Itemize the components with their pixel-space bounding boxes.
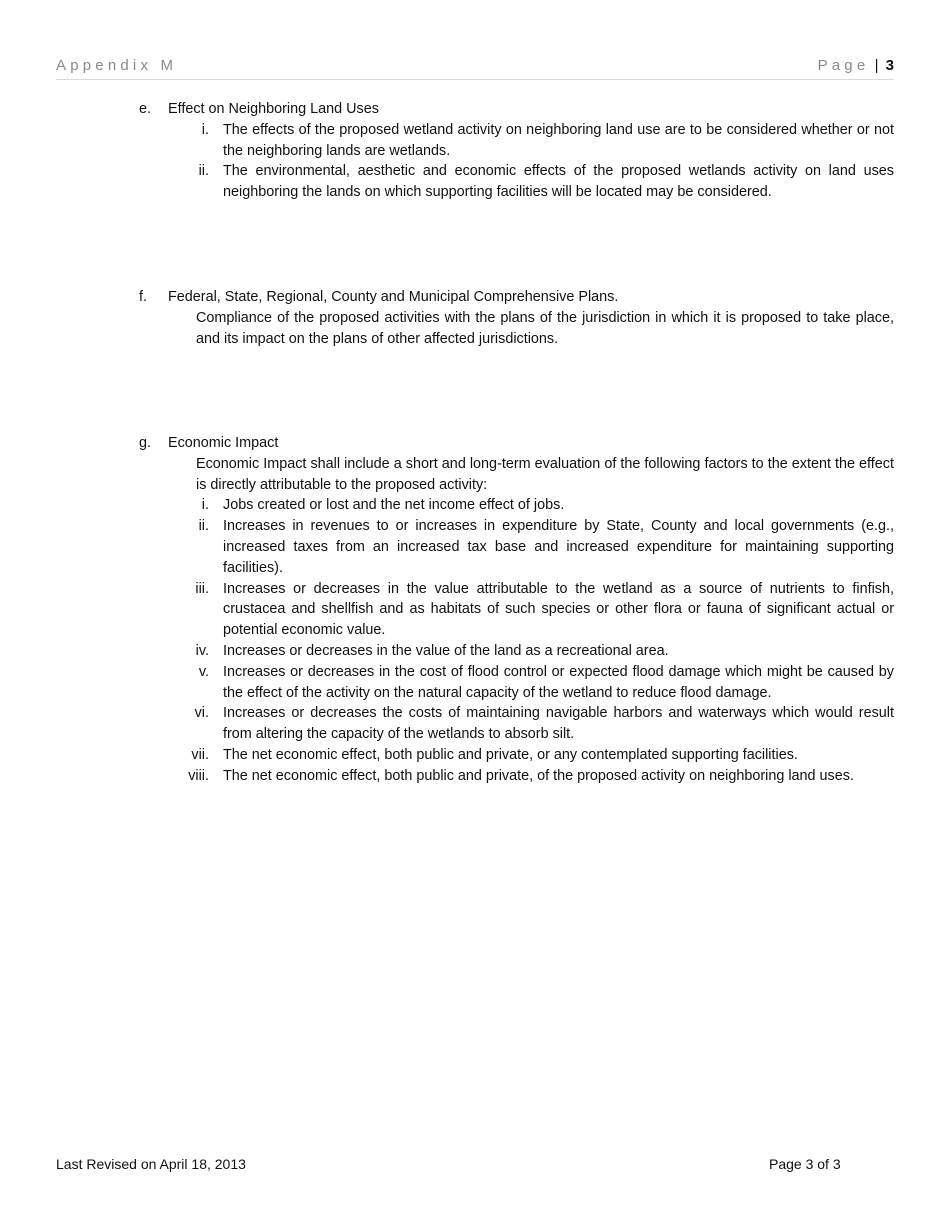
header-separator: | — [874, 57, 879, 74]
list-item-text: The environmental, aesthetic and economic effects of the proposed wetlands activity on land uses neighboring the lands on which supporting facilities will be located may be considered. — [223, 163, 894, 201]
section-g-heading — [139, 433, 894, 454]
section-e — [139, 99, 894, 203]
list-item — [139, 662, 894, 704]
list-item-text: Increases or decreases the costs of maintaining navigable harbors and waterways which would result from altering the capacity of the wetlands to absorb silt. — [223, 705, 894, 743]
section-g-list — [139, 495, 894, 786]
list-item — [139, 745, 894, 766]
list-item-number: ii. — [198, 163, 209, 180]
list-item-number: ii. — [198, 518, 209, 535]
footer-page-count: Page 3 of 3 — [769, 1156, 841, 1172]
list-item — [139, 766, 894, 787]
header-page-word: Page — [817, 57, 870, 74]
section-f-paragraph: Compliance of the proposed activities with the plans of the jurisdiction in which it is proposed to take place, and its impact on the plans of other affected jurisdictions. — [196, 309, 894, 347]
section-f-heading — [139, 287, 894, 308]
list-item-text: Increases or decreases in the value attributable to the wetland as a source of nutrients to finfish, crustacea and shellfish and as habitats of such species or other flora or fauna of significant actual or potential economic value. — [223, 580, 894, 639]
header-title: Appendix M — [56, 57, 178, 74]
list-item-text: The net economic effect, both public and private, or any contemplated supporting facilities. — [223, 746, 798, 763]
list-item — [139, 120, 894, 162]
list-item-number: iii. — [195, 580, 209, 597]
header-page-number: 3 — [885, 57, 894, 74]
footer-revised-date: Last Revised on April 18, 2013 — [56, 1156, 246, 1172]
list-item-number: i. — [201, 497, 209, 514]
list-item-number: v. — [198, 663, 209, 680]
page-header — [56, 55, 894, 80]
list-item — [139, 703, 894, 745]
section-g-letter: g. — [139, 435, 152, 451]
list-item-text: Increases or decreases in the cost of flood control or expected flood damage which might be caused by the effect of the activity on the natural capacity of the wetland to reduce flood damage. — [223, 663, 894, 701]
list-item — [139, 579, 894, 641]
list-item — [139, 516, 894, 578]
list-item-number: viii. — [188, 767, 209, 784]
section-e-heading — [139, 99, 894, 120]
section-f-letter: f. — [139, 289, 147, 305]
list-item-number: iv. — [195, 642, 209, 659]
section-e-title: Effect on Neighboring Land Uses — [168, 101, 379, 117]
header-page-indicator — [818, 57, 894, 74]
section-e-list — [139, 120, 894, 203]
list-item-text: The net economic effect, both public and private, of the proposed activity on neighboring land uses. — [223, 767, 854, 784]
list-item-number: vi. — [194, 705, 209, 722]
list-item-text: Jobs created or lost and the net income effect of jobs. — [223, 497, 565, 514]
list-item-text: Increases in revenues to or increases in expenditure by State, County and local governments (e.g., increased taxes from an increased tax base and increased expenditure for maintaining supporting facilities). — [223, 518, 894, 576]
list-item-text: The effects of the proposed wetland activity on neighboring land use are to be considered whether or not the neighboring lands are wetlands. — [223, 121, 894, 159]
section-g-title: Economic Impact — [168, 435, 279, 451]
section-g — [139, 433, 894, 787]
list-item-number: i. — [201, 121, 209, 138]
list-item — [139, 641, 894, 662]
section-g-paragraph: Economic Impact shall include a short and long-term evaluation of the following factors to the extent the effect is directly attributable to the proposed activity: — [196, 455, 894, 493]
list-item — [139, 495, 894, 516]
list-item-text: Increases or decreases in the value of the land as a recreational area. — [223, 642, 669, 659]
section-f-title: Federal, State, Regional, County and Municipal Comprehensive Plans. — [168, 289, 619, 305]
section-f — [139, 287, 894, 349]
list-item-number: vii. — [191, 746, 209, 763]
list-item — [139, 161, 894, 203]
section-e-letter: e. — [139, 101, 152, 117]
